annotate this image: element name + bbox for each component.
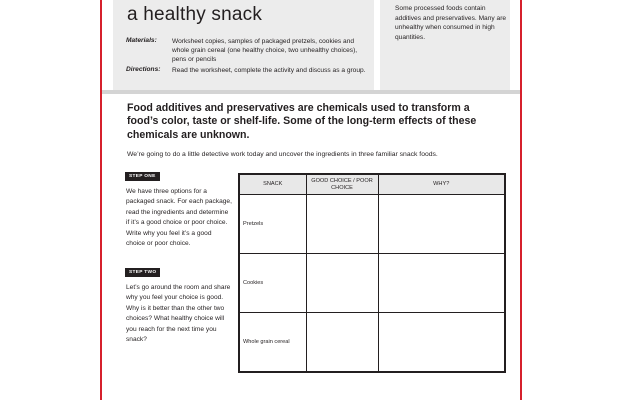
column-header-why: WHY? bbox=[378, 174, 505, 195]
snack-table bbox=[238, 173, 506, 373]
why-cell[interactable] bbox=[378, 195, 505, 254]
section-divider bbox=[102, 90, 520, 94]
table-row bbox=[239, 313, 505, 373]
intro-text: We’re going to do a little detective work today and uncover the ingredients in three familiar snack foods. bbox=[127, 151, 438, 158]
step-two-text: Let’s go around the room and share why you feel your choice is good. Why is it better than the other two choices? What healthy choice will you reach for the next time you snack? bbox=[126, 284, 231, 344]
materials-label: Materials: bbox=[126, 37, 157, 44]
step-one-tag: STEP ONE bbox=[125, 172, 160, 181]
snack-cell: Pretzels bbox=[239, 195, 306, 254]
table-row bbox=[239, 254, 505, 313]
table-row bbox=[239, 195, 505, 254]
materials-value: Worksheet copies, samples of packaged pretzels, cookies and whole grain cereal (one healthy choice, two unhealthy choices), pens or pencils bbox=[172, 38, 358, 64]
directions-label: Directions: bbox=[126, 66, 161, 73]
step-two-tag: STEP TWO bbox=[125, 268, 160, 277]
choice-cell[interactable] bbox=[306, 195, 378, 254]
directions-value: Read the worksheet, complete the activity and discuss as a group. bbox=[172, 67, 366, 74]
column-header-snack: SNACK bbox=[239, 174, 306, 195]
side-note: Some processed foods contain additives and preservatives. Many are unhealthy when consumed in high quantities. bbox=[395, 5, 507, 41]
lead-paragraph: Food additives and preservatives are chemicals used to transform a food’s color, taste or shelf-life. Some of the long-term effects of these chemicals are unknown. bbox=[127, 102, 477, 141]
page-title: a healthy snack bbox=[127, 4, 263, 25]
snack-cell: Whole grain cereal bbox=[239, 313, 306, 373]
choice-cell[interactable] bbox=[306, 254, 378, 313]
snack-cell: Cookies bbox=[239, 254, 306, 313]
step-one-text: We have three options for a packaged snack. For each package, read the ingredients and determine if it’s a good choice or poor choice. Write why you feel it’s a good choice or poor choice. bbox=[126, 188, 232, 248]
why-cell[interactable] bbox=[378, 254, 505, 313]
column-header-choice: GOOD CHOICE / POOR CHOICE bbox=[306, 174, 378, 195]
why-cell[interactable] bbox=[378, 313, 505, 373]
choice-cell[interactable] bbox=[306, 313, 378, 373]
table-header-row bbox=[239, 174, 505, 195]
